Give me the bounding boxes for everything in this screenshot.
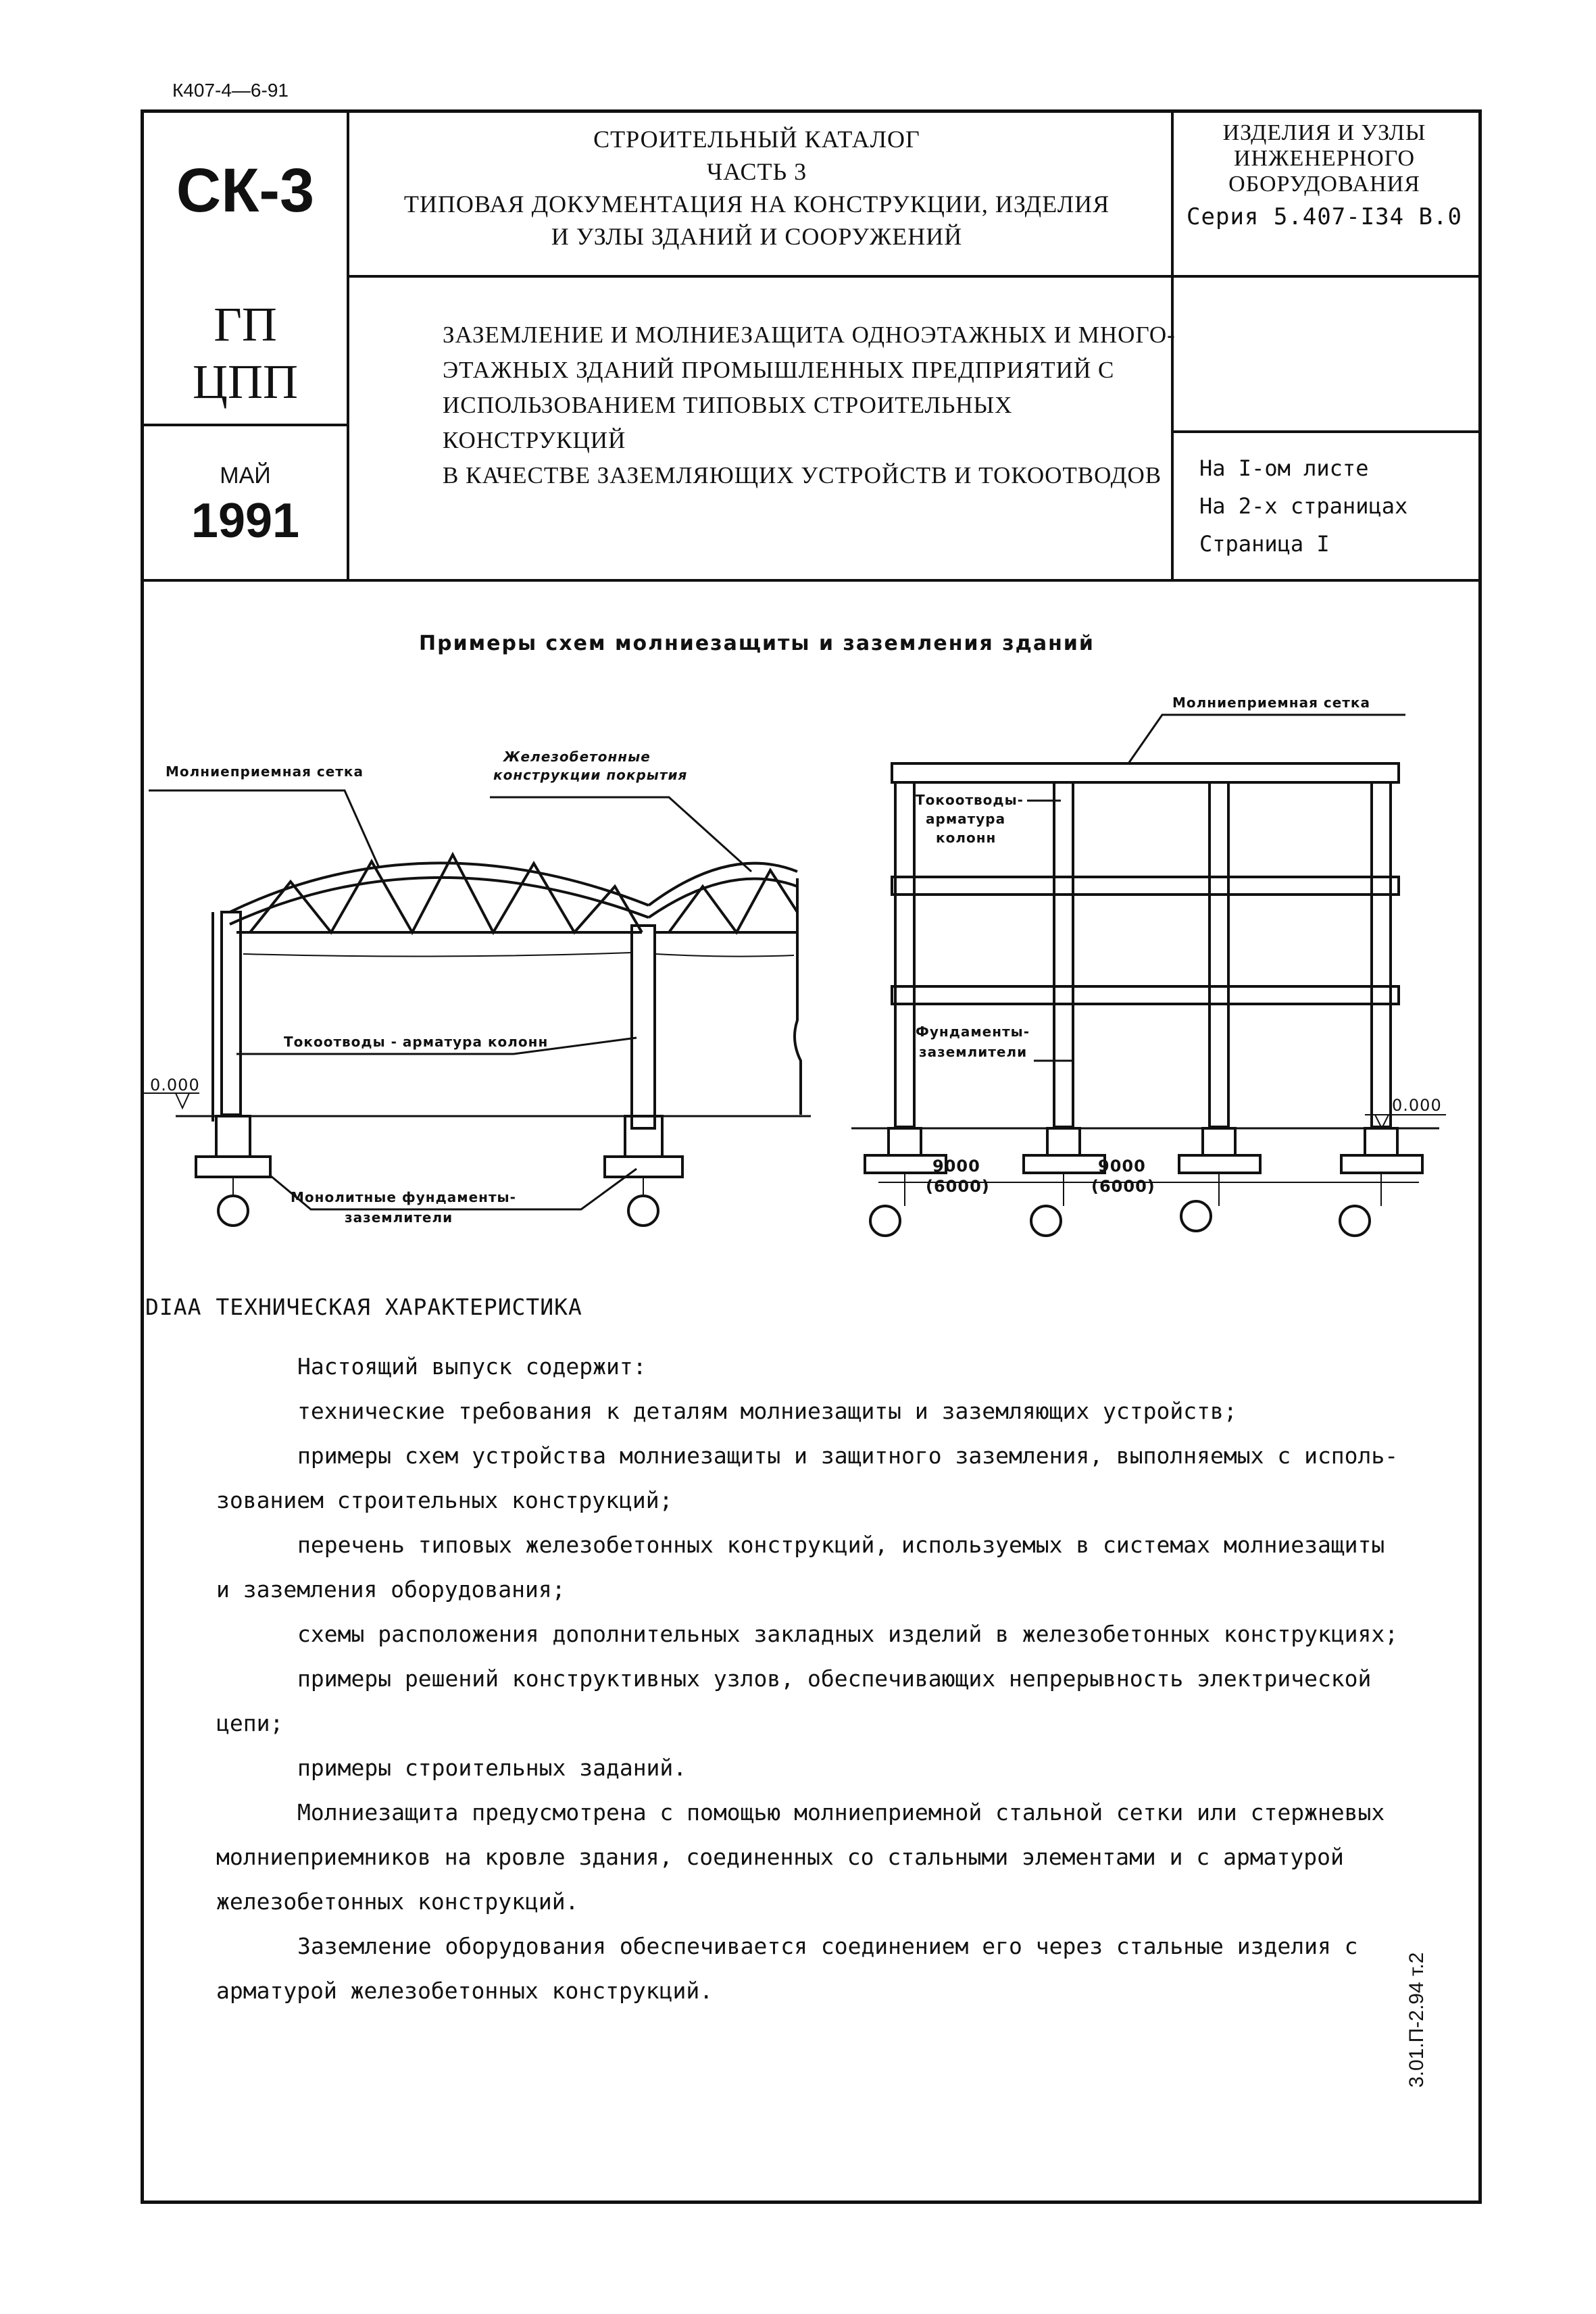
stamp-year: 1991 (191, 494, 300, 548)
span2-alt-dimension: (6000) (1091, 1177, 1155, 1196)
tech-p8c: железобетонных конструкций. (216, 1888, 579, 1915)
section-line1: ИЗДЕЛИЯ И УЗЛЫ (1222, 120, 1426, 145)
truss-web (250, 855, 642, 932)
title-line1: ЗАЗЕМЛЕНИЕ И МОЛНИЕЗАЩИТА ОДНОЭТАЖНЫХ И МНОГО- (443, 322, 1176, 348)
sheet-info-divider (1171, 430, 1482, 433)
sheet-info-line1: На I-ом листе (1199, 455, 1369, 481)
sheet-info (1199, 449, 1470, 563)
axis-bubble-d (1340, 1206, 1370, 1236)
left-conductor-label: Токоотводы - арматура колонн (284, 1034, 549, 1050)
column-2 (1054, 782, 1073, 1127)
left-wall-column (222, 912, 241, 1115)
tech-p4b: и заземления оборудования; (216, 1576, 566, 1603)
right-foundation-label-1: Фундаменты- (916, 1024, 1030, 1040)
right-conductor-label-1: Токоотводы- (916, 792, 1024, 808)
tech-p1: Настоящий выпуск содержит: (297, 1353, 647, 1380)
tech-p3b: зованием строительных конструкций; (216, 1487, 673, 1513)
catalog-line4: И УЗЛЫ ЗДАНИЙ И СООРУЖЕНИЙ (551, 223, 963, 250)
left-level-mark: 0.000 (150, 1076, 200, 1095)
right-mesh-label: Молниеприемная сетка (1172, 695, 1370, 711)
header-divider (347, 275, 1482, 278)
span1-dimension: 9000 (932, 1157, 980, 1176)
foundation-middle (605, 1157, 682, 1177)
right-conductor-label-3: колонн (936, 830, 997, 846)
catalog-header (351, 123, 1162, 253)
stamp-divider (347, 113, 349, 579)
stamp-org-line1: ГП (214, 297, 277, 351)
stamp-org-line2: ЦПП (193, 355, 298, 409)
tech-p9a: Заземление оборудования обеспечивается соединением его через стальные изделия с (297, 1933, 1358, 1959)
roof-arch-right (649, 863, 797, 905)
section-line2: ИНЖЕНЕРНОГО (1233, 146, 1416, 171)
catalog-line3: ТИПОВАЯ ДОКУМЕНТАЦИЯ НА КОНСТРУКЦИИ, ИЗДЕЛИЯ (403, 191, 1110, 218)
foundation-3 (1179, 1155, 1260, 1173)
sheet-info-line3: Страница I (1199, 531, 1330, 557)
tech-p3a: примеры схем устройства молниезащиты и защитного заземления, выполняемых с исполь- (297, 1442, 1399, 1469)
left-foundation-label-2: заземлители (345, 1209, 453, 1226)
roof-arch-left (230, 863, 649, 912)
document-title (443, 318, 1186, 493)
tech-p9b: арматурой железобетонных конструкций. (216, 1978, 714, 2004)
column-1 (895, 782, 914, 1127)
column-3 (1210, 782, 1228, 1127)
catalog-line2: ЧАСТЬ 3 (706, 158, 807, 185)
document-code: К407-4—6-91 (172, 80, 289, 101)
axis-bubble-a (870, 1206, 900, 1236)
foundation-2 (1024, 1155, 1105, 1173)
span2-dimension: 9000 (1098, 1157, 1146, 1176)
span1-alt-dimension: (6000) (926, 1177, 990, 1196)
title-line2: ЭТАЖНЫХ ЗДАНИЙ ПРОМЫШЛЕННЫХ ПРЕДПРИЯТИЙ С (443, 357, 1115, 383)
tech-p6a: примеры решений конструктивных узлов, обеспечивающих непрерывность электрической (297, 1665, 1372, 1692)
axis-bubble-b (1031, 1206, 1061, 1236)
foundation-4 (1341, 1155, 1422, 1173)
roof-slab (892, 763, 1399, 782)
catalog-line1: СТРОИТЕЛЬНЫЙ КАТАЛОГ (593, 126, 920, 153)
tech-p7: примеры строительных заданий. (297, 1755, 687, 1781)
column-4 (1372, 782, 1391, 1127)
right-conductor-label-2: арматура (926, 811, 1006, 827)
foundation-left (196, 1157, 270, 1177)
tech-p5: схемы расположения дополнительных закладных изделий в железобетонных конструкциях; (297, 1621, 1399, 1647)
tech-p2: технические требования к деталям молниезащиты и заземляющих устройств; (297, 1398, 1237, 1424)
axis-bubble-c (1181, 1201, 1211, 1231)
axis-bubble-1 (218, 1196, 248, 1226)
left-roof-label-1: Железобетонные (503, 749, 651, 765)
middle-column (632, 926, 655, 1128)
stamp-year-divider (144, 424, 347, 426)
sheet-info-line2: На 2-х страницах (1199, 493, 1408, 519)
left-foundation-label-1: Монолитные фундаменты- (291, 1189, 516, 1205)
series-number: Серия 5.407-I34 В.0 (1187, 203, 1462, 230)
title-line3: ИСПОЛЬЗОВАНИЕМ ТИПОВЫХ СТРОИТЕЛЬНЫХ КОНСТРУКЦИЙ (443, 392, 1013, 453)
left-mesh-label: Молниеприемная сетка (166, 763, 364, 780)
tech-heading: DIAA ТЕХНИЧЕСКАЯ ХАРАКТЕРИСТИКА (145, 1294, 582, 1320)
tech-p8b: молниеприемников на кровле здания, соединенных со стальными элементами и с арматурой (216, 1844, 1344, 1870)
section-header (1172, 120, 1476, 230)
left-roof-label-2: конструкции покрытия (493, 767, 688, 783)
single-storey-diagram (135, 709, 824, 1236)
stamp-month: МАЙ (220, 463, 271, 488)
header-bottom-line (144, 579, 1482, 582)
figure-title: Примеры схем молниезащиты и заземления зданий (419, 632, 1095, 655)
right-level-mark: 0.000 (1392, 1096, 1442, 1115)
side-stamp: 3.01.П-2.94 т.2 (1405, 1952, 1428, 2088)
tech-p6b: цепи; (216, 1710, 284, 1736)
stamp-code: СК-3 (176, 156, 315, 225)
title-line4: В КАЧЕСТВЕ ЗАЗЕМЛЯЮЩИХ УСТРОЙСТВ И ТОКООТВОДОВ (443, 462, 1162, 488)
axis-bubble-2 (628, 1196, 658, 1226)
tech-p4a: перечень типовых железобетонных конструкций, используемых в системах молниезащиты (297, 1532, 1385, 1558)
section-line3: ОБОРУДОВАНИЯ (1228, 172, 1420, 197)
right-foundation-label-2: заземлители (919, 1044, 1028, 1060)
tech-p8a: Молниезащита предусмотрена с помощью молниеприемной стальной сетки или стержневых (297, 1799, 1385, 1826)
